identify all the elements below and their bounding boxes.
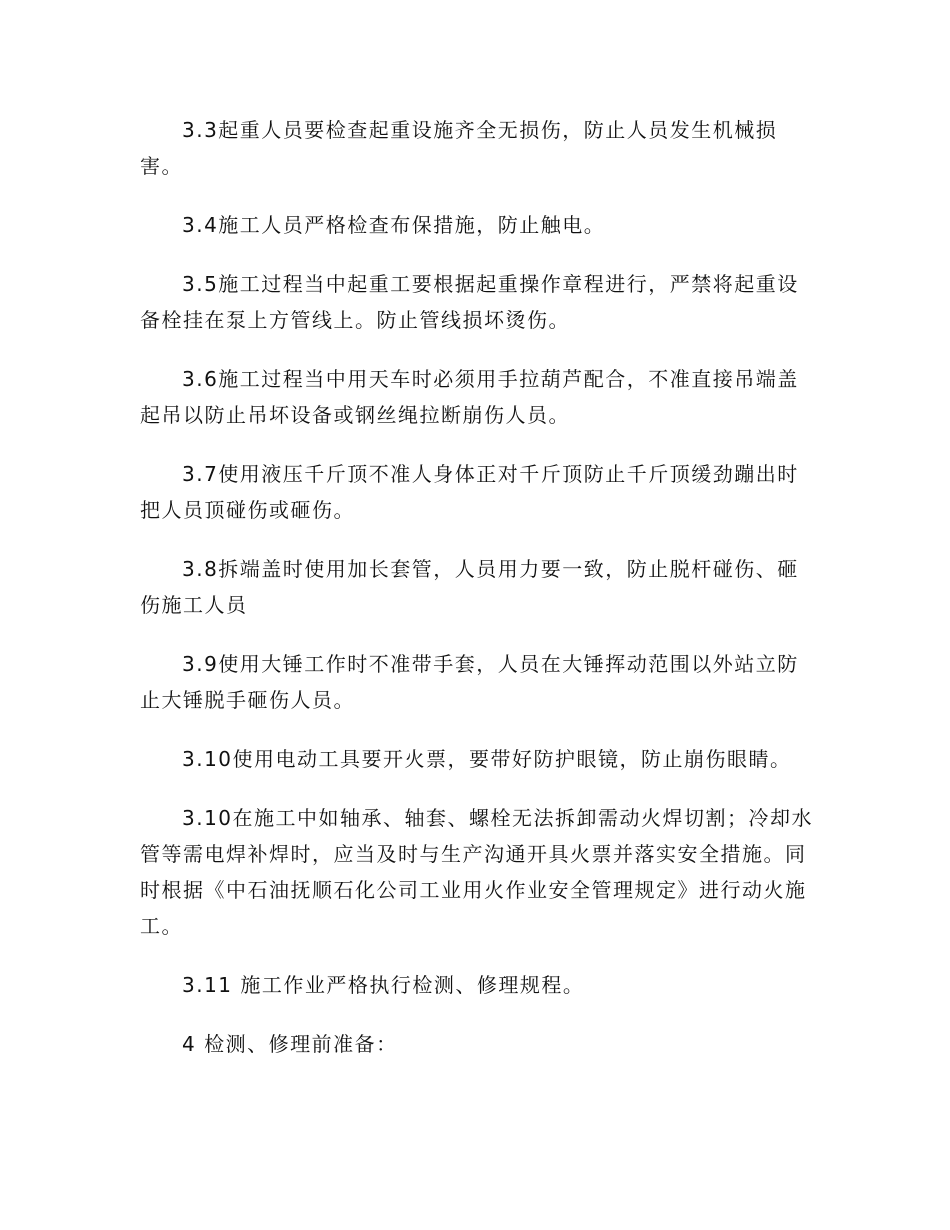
paragraph-3-9: 3.9使用大锤工作时不准带手套，人员在大锤挥动范围以外站立防止大锤脱手砸伤人员。 bbox=[140, 652, 799, 712]
paragraph-3-11: 3.11 施工作业严格执行检测、修理规程。 bbox=[182, 973, 585, 997]
paragraph-3-5: 3.5施工过程当中起重工要根据起重操作章程进行，严禁将起重设备栓挂在泵上方管线上。防止管线损坏烫伤。 bbox=[140, 272, 799, 332]
paragraph-3-10-a: 3.10使用电动工具要开火票，要带好防护眼镜，防止崩伤眼睛。 bbox=[182, 747, 792, 771]
paragraph-3-7: 3.7使用液压千斤顶不准人身体正对千斤顶防止千斤顶缓劲蹦出时把人员顶碰伤或砸伤。 bbox=[140, 462, 799, 522]
section-heading-4: 4 检测、修理前准备： bbox=[182, 1032, 398, 1056]
paragraph-3-3: 3.3起重人员要检查起重设施齐全无损伤，防止人员发生机械损害。 bbox=[140, 118, 778, 178]
paragraph-3-4: 3.4施工人员严格检查布保措施，防止触电。 bbox=[182, 213, 606, 237]
document-body bbox=[140, 112, 820, 1085]
paragraph-3-10-b: 3.10在施工中如轴承、轴套、螺栓无法拆卸需动火焊切割；冷却水管等需电焊补焊时，应当及时与生产沟通开具火票并落实安全措施。同时根据《中石油抚顺石化公司工业用火作业安全管理规定》进行动火施工。 bbox=[140, 806, 814, 938]
paragraph-3-6: 3.6施工过程当中用天车时必须用手拉葫芦配合，不准直接吊端盖起吊以防止吊坏设备或钢丝绳拉断崩伤人员。 bbox=[140, 367, 799, 427]
paragraph-3-8: 3.8拆端盖时使用加长套管，人员用力要一致，防止脱杆碰伤、砸伤施工人员 bbox=[140, 557, 799, 617]
